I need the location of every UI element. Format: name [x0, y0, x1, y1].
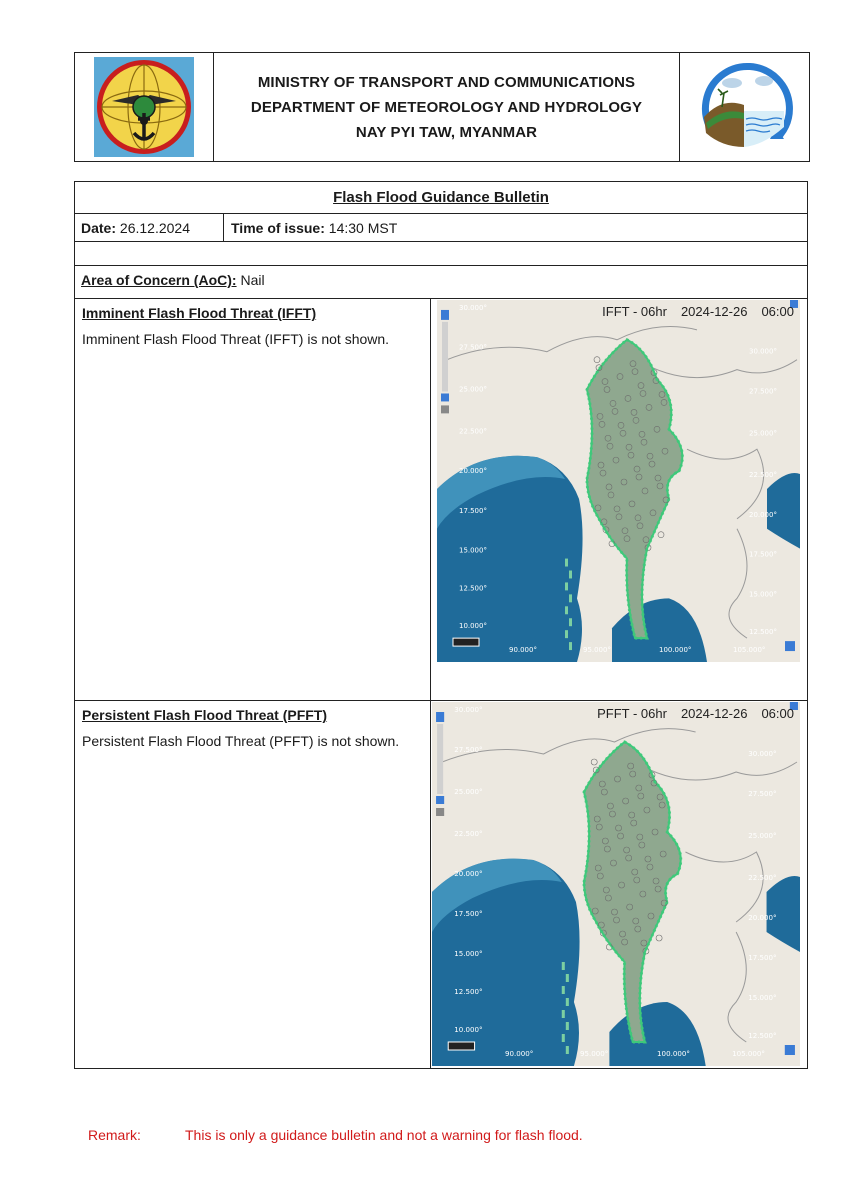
remark	[88, 1127, 583, 1143]
date-value: 26.12.2024	[119, 220, 190, 236]
pfft-map-lat-label-2: 25.000°	[454, 787, 483, 796]
ifft-map-layers-icon	[441, 405, 449, 413]
pfft-text-cell	[75, 701, 431, 1068]
ifft-map-product: IFFT - 06hr	[602, 304, 667, 319]
pfft-map-lon-label-3: 105.000°	[732, 1049, 765, 1058]
location-name: NAY PYI TAW, MYANMAR	[355, 123, 538, 141]
time-cell	[224, 214, 807, 241]
letterhead	[74, 52, 810, 162]
pfft-map-lon-label-2: 100.000°	[657, 1049, 690, 1058]
pfft-map-island-5	[566, 1022, 569, 1030]
pfft-map-cell	[431, 701, 807, 1078]
aoc-row	[75, 266, 807, 298]
ifft-map-time: 06:00	[761, 304, 794, 319]
ifft-map-lat-label-right-8: 10.000°	[749, 665, 777, 674]
pfft-map-lat-label-1: 27.500°	[454, 745, 483, 754]
ifft-map-lat-label-right-4: 20.000°	[749, 510, 777, 519]
spacer-row	[75, 242, 807, 266]
ifft-map-island-1	[569, 571, 572, 579]
pfft-map-product: PFFT - 06hr	[597, 706, 667, 721]
pfft-map-layers-icon	[436, 808, 444, 816]
pfft-map-zoom-out-icon	[436, 796, 444, 804]
ifft-map-scale-bar	[453, 638, 479, 646]
pfft-map-time: 06:00	[761, 706, 794, 721]
ifft-map-zoom-out-icon	[441, 393, 449, 401]
ifft-map-lat-label-right-0: 30.000°	[749, 347, 777, 356]
ifft-map-lat-label-1: 27.500°	[459, 343, 487, 352]
pfft-map-lat-label-right-3: 22.500°	[748, 873, 777, 882]
ifft-map-lat-label-2: 25.000°	[459, 385, 487, 394]
ifft-map-island-6	[565, 630, 568, 638]
pfft-map-lon-label-0: 90.000°	[504, 1049, 534, 1058]
remark-text: This is only a guidance bulletin and not a warning for flash flood.	[185, 1127, 583, 1143]
pfft-map-header	[597, 706, 794, 721]
ifft-map-island-2	[565, 582, 568, 590]
time-label: Time of issue:	[231, 220, 325, 236]
pfft-map-scale-bar	[448, 1042, 474, 1050]
bulletin-title: Flash Flood Guidance Bulletin	[333, 189, 549, 206]
ifft-map-lat-label-5: 17.500°	[459, 506, 487, 515]
ifft-map-lon-label-2: 100.000°	[659, 646, 692, 655]
remark-label: Remark:	[88, 1127, 141, 1143]
pfft-map-island-7	[566, 1046, 569, 1054]
ifft-map-zoom-in-icon	[441, 310, 449, 320]
ifft-map-island-3	[569, 594, 572, 602]
ifft-heading: Imminent Flash Flood Threat (IFFT)	[82, 305, 317, 321]
pfft-map-image	[432, 702, 800, 1078]
pfft-map-lat-label-3: 22.500°	[454, 829, 483, 838]
ifft-map-info-icon	[785, 641, 795, 651]
ifft-map-lat-label-right-3: 22.500°	[749, 471, 777, 480]
pfft-map-lat-label-8: 10.000°	[454, 1025, 483, 1034]
pfft-map-lat-label-0: 30.000°	[454, 705, 483, 714]
ifft-map-image	[437, 300, 800, 674]
pfft-map-lat-label-7: 12.500°	[454, 987, 483, 996]
ifft-map-lat-label-right-1: 27.500°	[749, 387, 777, 396]
ifft-map-cell	[431, 299, 807, 700]
ifft-map-lat-label-0: 30.000°	[459, 303, 487, 312]
pfft-map-lat-label-right-4: 20.000°	[748, 913, 777, 922]
ifft-map-lon-label-3: 105.000°	[733, 646, 766, 655]
pfft-map-info-icon	[785, 1045, 795, 1055]
ifft-map-lat-label-right-5: 17.500°	[749, 550, 777, 559]
ifft-map[interactable]	[437, 300, 800, 674]
ministry-emblem-icon	[92, 55, 196, 159]
ifft-map-lat-label-3: 22.500°	[459, 427, 487, 436]
pfft-map-lat-label-4: 20.000°	[454, 869, 483, 878]
ifft-map-island-0	[565, 559, 568, 567]
ifft-map-lat-label-6: 15.000°	[459, 546, 487, 555]
ifft-map-date: 2024-12-26	[680, 304, 748, 319]
letterhead-title	[214, 53, 679, 161]
pfft-map[interactable]	[432, 702, 800, 1078]
ifft-map-lat-label-4: 20.000°	[459, 467, 487, 476]
ifft-section	[75, 298, 807, 701]
ministry-name: MINISTRY OF TRANSPORT AND COMMUNICATIONS	[257, 73, 636, 91]
pfft-map-island-1	[566, 974, 569, 982]
ifft-map-lat-label-7: 12.500°	[459, 584, 487, 593]
date-time-row	[75, 214, 807, 242]
hydrology-cycle-logo-icon	[692, 57, 798, 157]
ifft-map-island-4	[565, 606, 568, 614]
ifft-map-lat-label-8: 10.000°	[459, 622, 487, 631]
ifft-map-header	[602, 304, 794, 319]
bulletin-table	[74, 181, 808, 1078]
dmh-logo-cell	[679, 53, 809, 161]
ifft-description: Imminent Flash Flood Threat (IFFT) is not shown.	[82, 331, 390, 347]
bulletin-title-row	[75, 182, 807, 214]
pfft-map-date: 2024-12-26	[680, 706, 748, 721]
ifft-map-lat-label-right-6: 15.000°	[749, 590, 777, 599]
pfft-map-lat-label-right-5: 17.500°	[748, 953, 777, 962]
aoc-value: Nail	[240, 272, 265, 288]
pfft-map-zoom-slider	[437, 724, 443, 794]
aoc-label: Area of Concern (AoC):	[81, 272, 237, 288]
time-value: 14:30 MST	[328, 220, 398, 236]
pfft-map-lat-label-right-2: 25.000°	[748, 831, 777, 840]
ifft-map-island-5	[569, 618, 572, 626]
pfft-map-island-0	[562, 962, 565, 970]
pfft-map-island-2	[562, 986, 565, 994]
ifft-map-island-7	[569, 642, 572, 650]
ifft-map-lat-label-right-7: 12.500°	[749, 628, 777, 637]
pfft-map-island-4	[562, 1010, 565, 1018]
ifft-text-cell	[75, 299, 431, 700]
pfft-section	[75, 701, 807, 1078]
pfft-map-island-3	[566, 998, 569, 1006]
department-name: DEPARTMENT OF METEOROLOGY AND HYDROLOGY	[250, 98, 643, 116]
ministry-logo-cell	[75, 53, 214, 161]
pfft-map-island-6	[562, 1034, 565, 1042]
date-label: Date:	[81, 220, 117, 236]
ifft-map-zoom-slider	[442, 322, 448, 392]
pfft-map-zoom-in-icon	[436, 712, 444, 722]
pfft-heading: Persistent Flash Flood Threat (PFFT)	[82, 707, 328, 723]
date-cell	[75, 214, 224, 241]
pfft-map-lon-label-1: 95.000°	[580, 1049, 609, 1058]
pfft-map-lat-label-right-7: 12.500°	[748, 1031, 777, 1040]
pfft-description: Persistent Flash Flood Threat (PFFT) is not shown.	[82, 733, 400, 749]
ifft-map-lon-label-0: 90.000°	[509, 646, 537, 655]
pfft-map-lat-label-5: 17.500°	[454, 909, 483, 918]
pfft-map-lat-label-right-8: 10.000°	[748, 1069, 777, 1078]
ifft-map-lat-label-right-2: 25.000°	[749, 429, 777, 438]
pfft-map-lat-label-right-0: 30.000°	[748, 749, 777, 758]
pfft-map-lat-label-right-6: 15.000°	[748, 993, 777, 1002]
ifft-map-lon-label-1: 95.000°	[583, 646, 611, 655]
pfft-map-lat-label-6: 15.000°	[454, 949, 483, 958]
pfft-map-lat-label-right-1: 27.500°	[748, 789, 777, 798]
